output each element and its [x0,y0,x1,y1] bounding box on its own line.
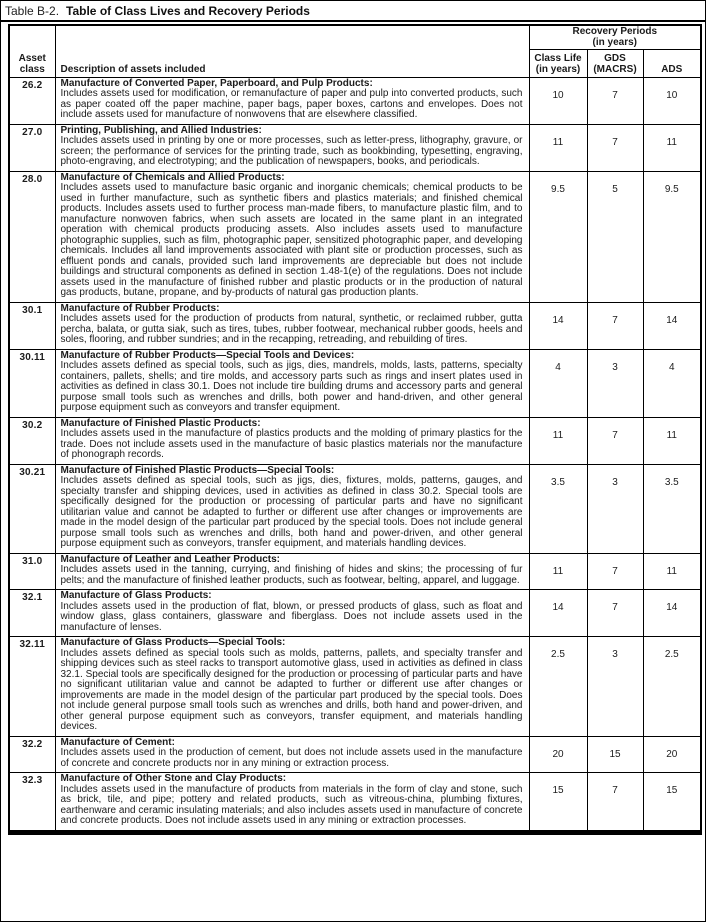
description-cell [55,590,529,637]
class-life-cell: 9.5 [529,171,587,302]
asset-description-title: Manufacture of Rubber Products—Special Tools and Devices: [60,349,355,361]
asset-description-text: Includes assets used in the production of flat, blown, or pressed products of glass, such as float and window glass, glass containers, glassware and fiberglass. Does not include assets used in the manufacture of lenses. [60,600,523,633]
asset-class-cell: 32.11 [9,637,55,737]
gds-macrs-cell: 7 [587,553,643,590]
gds-macrs-cell: 7 [587,124,643,171]
ads-cell: 3.5 [643,464,701,553]
ads-cell: 11 [643,417,701,464]
recovery-periods-label-line2: (in years) [592,37,637,49]
asset-description-title: Manufacture of Cement: [60,736,175,748]
asset-description-title: Manufacture of Rubber Products: [60,302,220,314]
asset-description-text: Includes assets defined as special tools such as molds, patterns, pallets, and specialty transfer and shipping devices such as steel racks to transport automotive glass, used in activities as defined in class 32.1. Special tools are specifically designed for the production or processing of particular parts and have no significant utilitarian value and cannot be adapted to further or different use after changes or improvements are made in the model design of the particular part produced by the special tools. Does not include general purpose small tools such as wrenches and drills, both hand and power-driven, and other general purpose equipment such as conveyors, transfer equipment, and materials handling devices. [60,647,523,732]
gds-macrs-cell: 3 [587,464,643,553]
asset-description-title: Manufacture of Converted Paper, Paperboard, and Pulp Products: [60,77,373,89]
asset-description-title: Manufacture of Finished Plastic Products—Special Tools: [60,464,335,476]
description-cell [55,553,529,590]
class-life-cell: 11 [529,553,587,590]
class-life-cell: 3.5 [529,464,587,553]
table-title-main: Table of Class Lives and Recovery Periods [66,4,310,18]
asset-description-title: Manufacture of Leather and Leather Products: [60,553,280,565]
table-title [1,1,705,22]
gds-macrs-cell: 3 [587,637,643,737]
asset-description-text: Includes assets used in printing by one or more processes, such as letter-press, lithography, gravure, or screen; the performance of services for the printing trade, such as bookbinding, typesetting, engraving, photo-engraving, and electrotyping; and the publication of newspapers, books, and periodicals. [60,135,523,167]
table-row [9,553,701,590]
asset-class-cell: 27.0 [9,124,55,171]
ads-cell: 11 [643,124,701,171]
gds-macrs-cell: 7 [587,302,643,349]
asset-description-text: Includes assets used for modification, or remanufacture of paper and pulp into converted products, such as paper coated off the paper machine, paper bags, paper boxes, cartons and envelopes. Does not include assets used for manufacture of nonwovens that are elsewhere classified. [60,88,523,120]
table-row [9,736,701,773]
table-row [9,302,701,349]
class-life-cell: 15 [529,773,587,833]
ads-cell: 11 [643,553,701,590]
asset-description-title: Manufacture of Glass Products: [60,590,212,601]
table-row [9,464,701,553]
description-cell [55,773,529,833]
asset-description-title: Manufacture of Other Stone and Clay Products: [60,773,287,784]
table-row [9,77,701,124]
asset-class-cell: 30.2 [9,417,55,464]
table-row [9,417,701,464]
ads-cell: 14 [643,590,701,637]
description-cell [55,302,529,349]
ads-cell: 10 [643,77,701,124]
ads-cell: 2.5 [643,637,701,737]
table-title-prefix: Table B-2. [5,4,60,18]
asset-class-cell: 32.1 [9,590,55,637]
asset-description-text: Includes assets used in the manufacture of products from materials in the form of clay and stone, such as brick, tile, and pipe; pottery and related products, such as vitreous-china, plumbing fixtures, earthenware and ceramic insulating materials; and also includes assets used in manufacture of concrete and concrete products. Does not include assets used in any mining or extraction processes. [60,783,523,826]
class-life-label-line1: Class Life [534,52,582,64]
asset-description-text: Includes assets used in the manufacture of plastics products and the molding of primary plastics for the trade. Does not include assets used in the manufacture of basic plastics materials nor the manufacture of phonograph records. [60,428,523,460]
recovery-periods-label-line1: Recovery Periods [572,26,658,38]
class-life-cell: 4 [529,349,587,417]
gds-macrs-cell: 7 [587,773,643,833]
column-header-gds-macrs [587,49,643,77]
asset-class-cell: 31.0 [9,553,55,590]
gds-label-line2: (MACRS) [593,63,637,75]
description-cell [55,637,529,737]
gds-macrs-cell: 7 [587,77,643,124]
ads-cell: 9.5 [643,171,701,302]
table-row [9,124,701,171]
header-row-1 [9,25,701,49]
column-header-description: Description of assets included [55,25,529,77]
asset-description-text: Includes assets used for the production of products from natural, synthetic, or reclaimed rubber, gutta percha, balata, or gutta siak, such as tires, tubes, rubber footwear, mechanical rubber goods, heels and soles, flooring, and rubber sundries; and in the recapping, retreading, and rebuilding of tires. [60,313,523,345]
column-header-ads: ADS [643,49,701,77]
description-cell [55,349,529,417]
asset-description-text: Includes assets used to manufacture basic organic and inorganic chemicals; chemical products to be used in further manufacture, such as synthetic fibers and plastics materials; and finished chemical products. Includes assets used to further process man-made fibers, to manufacture plastic film, and to manufacture nonwoven fabrics, when such assets are located in the same plant in an integrated operation with chemical products producing assets. Also includes assets used to manufacture photographic supplies, such as film, photographic paper, sensitized photographic paper, and developing chemicals. Includes all land improvements associated with plant site or production processes, such as effluent ponds and canals, provided such land improvements are depreciable but does not include buildings and structural components as defined in section 1.48-1(e) of the regulations. Does not include assets used in the manufacture of finished rubber and plastic products or in the production of natural gas products, butane, propane, and by-products of natural gas production plants. [60,182,523,298]
asset-description-text: Includes assets used in the tanning, currying, and finishing of hides and skins; the processing of fur pelts; and the manufacture of finished leather products, such as footwear, belting, apparel, and luggage. [60,564,523,586]
asset-description-title: Manufacture of Chemicals and Allied Products: [60,171,285,183]
description-cell [55,736,529,773]
description-cell [55,171,529,302]
asset-class-cell: 30.21 [9,464,55,553]
asset-class-cell: 30.1 [9,302,55,349]
table-row [9,590,701,637]
column-header-asset-class [9,25,55,77]
class-life-cell: 20 [529,736,587,773]
ads-cell: 4 [643,349,701,417]
asset-class-cell: 32.2 [9,736,55,773]
class-lives-table [8,24,702,835]
table-row [9,349,701,417]
gds-macrs-cell: 5 [587,171,643,302]
ads-cell: 20 [643,736,701,773]
table-row [9,637,701,737]
asset-description-text: Includes assets used in the production of cement, but does not include assets used in the manufacture of concrete and concrete products nor in any mining or extraction process. [60,747,523,769]
asset-description-title: Manufacture of Finished Plastic Products: [60,417,261,429]
description-cell [55,77,529,124]
asset-description-title: Manufacture of Glass Products—Special Tools: [60,637,286,648]
table-body [9,77,701,832]
asset-description-title: Printing, Publishing, and Allied Industries: [60,124,262,136]
class-life-cell: 11 [529,417,587,464]
class-life-cell: 10 [529,77,587,124]
asset-class-cell: 26.2 [9,77,55,124]
asset-class-cell: 30.11 [9,349,55,417]
asset-class-label-line1: Asset [18,52,46,64]
gds-macrs-cell: 3 [587,349,643,417]
class-life-cell: 14 [529,302,587,349]
ads-cell: 14 [643,302,701,349]
class-life-cell: 2.5 [529,637,587,737]
column-header-recovery-periods [529,25,701,49]
description-cell [55,124,529,171]
asset-class-cell: 28.0 [9,171,55,302]
ads-cell: 15 [643,773,701,833]
column-header-class-life [529,49,587,77]
table-row [9,773,701,833]
table-row [9,171,701,302]
asset-description-text: Includes assets defined as special tools, such as jigs, dies, mandrels, molds, lasts, patterns, specialty containers, pallets, shells; and tire molds, and accessory parts such as rings and insert plates used in activities as defined in class 30.1. Does not include tire building drums and accessory parts and general purpose small tools such as wrenches and drills, both power and hand-driven, and other general purpose equipment such as conveyors and transfer equipment. [60,360,523,413]
asset-class-label-line2: class [19,63,45,75]
asset-class-cell: 32.3 [9,773,55,833]
description-cell [55,417,529,464]
description-cell [55,464,529,553]
class-life-cell: 14 [529,590,587,637]
gds-macrs-cell: 7 [587,590,643,637]
gds-macrs-cell: 7 [587,417,643,464]
gds-macrs-cell: 15 [587,736,643,773]
table-header [9,25,701,77]
gds-label-line1: GDS [604,52,626,64]
class-life-label-line2: (in years) [535,63,581,75]
asset-description-text: Includes assets defined as special tools, such as jigs, dies, fixtures, molds, patterns, gauges, and specialty transfer and shipping devices, used in activities as defined in class 30.2. Special tools are specifically designed for the production or processing of particular parts and have no significant utilitarian value and cannot be adapted to further or different use after changes or improvements are made in the model design of the particular part produced by the special tools. Does not include general purpose small tools such as wrenches and drills, both hand and power-driven, and other general purpose equipment such as conveyors, transfer equipment, and materials handling devices. [60,475,523,549]
class-life-cell: 11 [529,124,587,171]
